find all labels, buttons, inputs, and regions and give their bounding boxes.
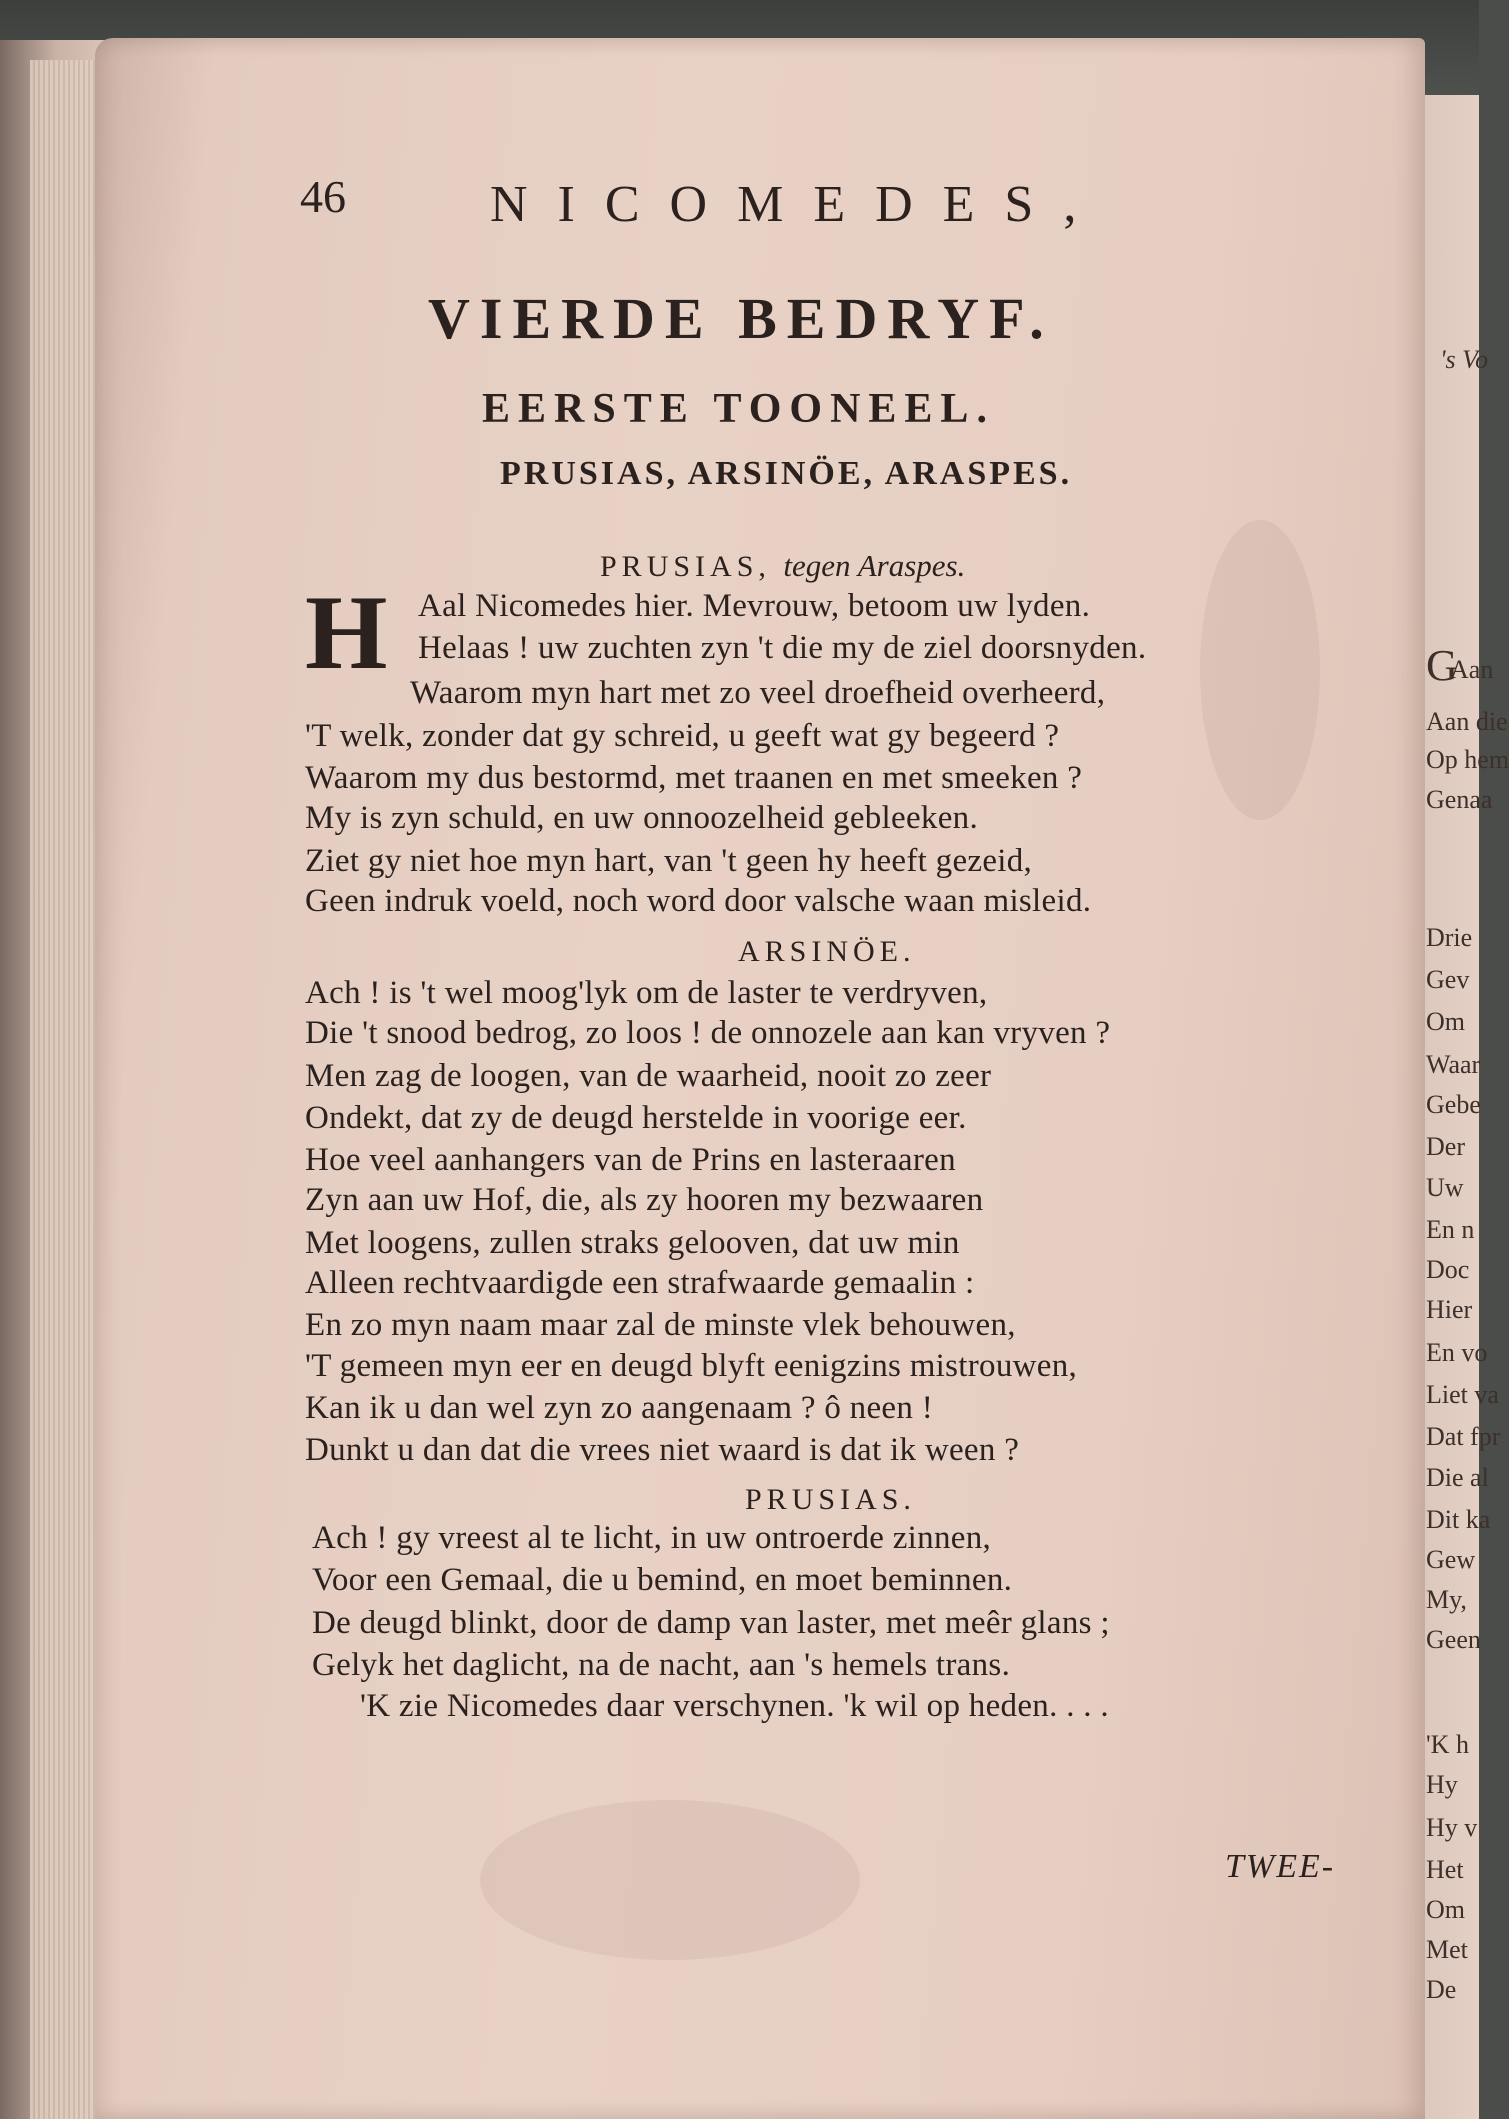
verse-line: Men zag de loogen, van de waarheid, nooit zo zeer — [305, 1058, 992, 1094]
facing-fragment: Het — [1426, 1855, 1464, 1884]
facing-fragment: Hy — [1426, 1770, 1458, 1799]
speaker-heading — [600, 548, 965, 584]
facing-fragment: Om — [1426, 1895, 1465, 1924]
verse-line: Helaas ! uw zuchten zyn 't die my de ziel doorsnyden. — [418, 630, 1147, 666]
facing-fragment: Gebe — [1426, 1090, 1481, 1119]
verse-line: Waarom myn hart met zo veel droefheid overheerd, — [410, 675, 1106, 711]
facing-fragment: En n — [1426, 1215, 1475, 1244]
facing-fragment: Genaa — [1426, 785, 1493, 814]
act-title: VIERDE BEDRYF. — [428, 286, 1054, 351]
verse-line: Ziet gy niet hoe myn hart, van 't geen hy heeft gezeid, — [305, 843, 1033, 879]
verse-line: Geen indruk voeld, noch word door valsche waan misleid. — [305, 883, 1092, 919]
facing-fragment: Aan die — [1426, 707, 1508, 736]
speaker-name: PRUSIAS, — [600, 550, 771, 583]
facing-fragment: Met — [1426, 1935, 1468, 1964]
verse-line: Zyn aan uw Hof, die, als zy hooren my bezwaaren — [305, 1182, 984, 1218]
catchword: TWEE- — [1225, 1848, 1336, 1885]
verse-line: My is zyn schuld, en uw onnoozelheid gebleeken. — [305, 800, 979, 836]
verse-line: Dunkt u dan dat die vrees niet waard is dat ik ween ? — [305, 1432, 1020, 1468]
verse-line: Waarom my dus bestormd, met traanen en met smeeken ? — [305, 760, 1083, 796]
verse-line: Kan ik u dan wel zyn zo aangenaam ? ô neen ! — [305, 1390, 934, 1426]
facing-fragment: De — [1426, 1975, 1457, 2004]
verse-line: Die 't snood bedrog, zo loos ! de onnozele aan kan vryven ? — [305, 1015, 1111, 1051]
stage-direction: tegen Araspes. — [783, 548, 966, 583]
facing-fragment: Hier — [1426, 1295, 1473, 1324]
facing-fragment: Der — [1426, 1132, 1465, 1161]
verse-line: 'T welk, zonder dat gy schreid, u geeft wat gy begeerd ? — [305, 718, 1060, 754]
facing-fragment: 's Vo — [1440, 345, 1489, 374]
scene-title: EERSTE TOONEEL. — [482, 386, 995, 432]
facing-fragment: Om — [1426, 1007, 1465, 1036]
verse-line: Gelyk het daglicht, na de nacht, aan 's hemels trans. — [312, 1647, 1011, 1683]
paper-stain — [1200, 520, 1320, 820]
verse-line: Hoe veel aanhangers van de Prins en lasteraaren — [305, 1142, 956, 1178]
facing-fragment: Die al — [1426, 1463, 1489, 1492]
facing-fragment: Op hem — [1426, 745, 1509, 774]
drop-cap: H — [305, 574, 388, 691]
paper-stain — [480, 1800, 860, 1960]
running-head: NICOMEDES, — [490, 176, 1107, 233]
facing-fragment: Drie — [1426, 923, 1473, 952]
facing-fragment: Gew — [1426, 1545, 1476, 1574]
verse-line: Met loogens, zullen straks gelooven, dat uw min — [305, 1225, 960, 1261]
verse-line: Aal Nicomedes hier. Mevrouw, betoom uw lyden. — [418, 588, 1091, 624]
facing-fragment: Dit ka — [1426, 1505, 1491, 1534]
verse-line: De deugd blinkt, door de damp van laster, met meêr glans ; — [312, 1605, 1110, 1641]
facing-fragment: Uw — [1426, 1173, 1464, 1202]
page-number: 46 — [300, 171, 346, 222]
dramatis-personae: PRUSIAS, ARSINÖE, ARASPES. — [500, 455, 1073, 492]
facing-fragment: Hy v — [1426, 1813, 1478, 1842]
facing-fragment: Doc — [1426, 1255, 1470, 1284]
verse-line: Alleen rechtvaardigde een strafwaarde gemaalin : — [305, 1265, 975, 1301]
facing-fragment: 'K h — [1426, 1730, 1469, 1759]
speaker-heading: ARSINÖE. — [738, 935, 916, 968]
facing-fragment: En vo — [1426, 1338, 1488, 1367]
verse-line: Ach ! is 't wel moog'lyk om de laster te verdryven, — [305, 975, 988, 1011]
facing-fragment: Waar — [1426, 1050, 1481, 1079]
facing-fragment: My, — [1426, 1585, 1467, 1614]
facing-fragment: Dat fpr — [1426, 1422, 1501, 1451]
facing-fragment: Aan — [1450, 655, 1494, 684]
facing-fragment: Gev — [1426, 965, 1470, 994]
facing-fragment: G — [1426, 641, 1458, 690]
verse-line: Ondekt, dat zy de deugd herstelde in voorige eer. — [305, 1100, 967, 1136]
facing-fragment: Geen — [1426, 1625, 1481, 1654]
speaker-heading: PRUSIAS. — [745, 1483, 916, 1516]
facing-fragment: Liet va — [1426, 1380, 1499, 1409]
verse-line: 'T gemeen myn eer en deugd blyft eenigzins mistrouwen, — [305, 1348, 1078, 1384]
verse-line: En zo myn naam maar zal de minste vlek behouwen, — [305, 1307, 1016, 1343]
verse-line: Voor een Gemaal, die u bemind, en moet beminnen. — [312, 1562, 1013, 1598]
verse-line: 'K zie Nicomedes daar verschynen. 'k wil op heden. . . . — [360, 1688, 1109, 1724]
verse-line: Ach ! gy vreest al te licht, in uw ontroerde zinnen, — [312, 1520, 992, 1556]
